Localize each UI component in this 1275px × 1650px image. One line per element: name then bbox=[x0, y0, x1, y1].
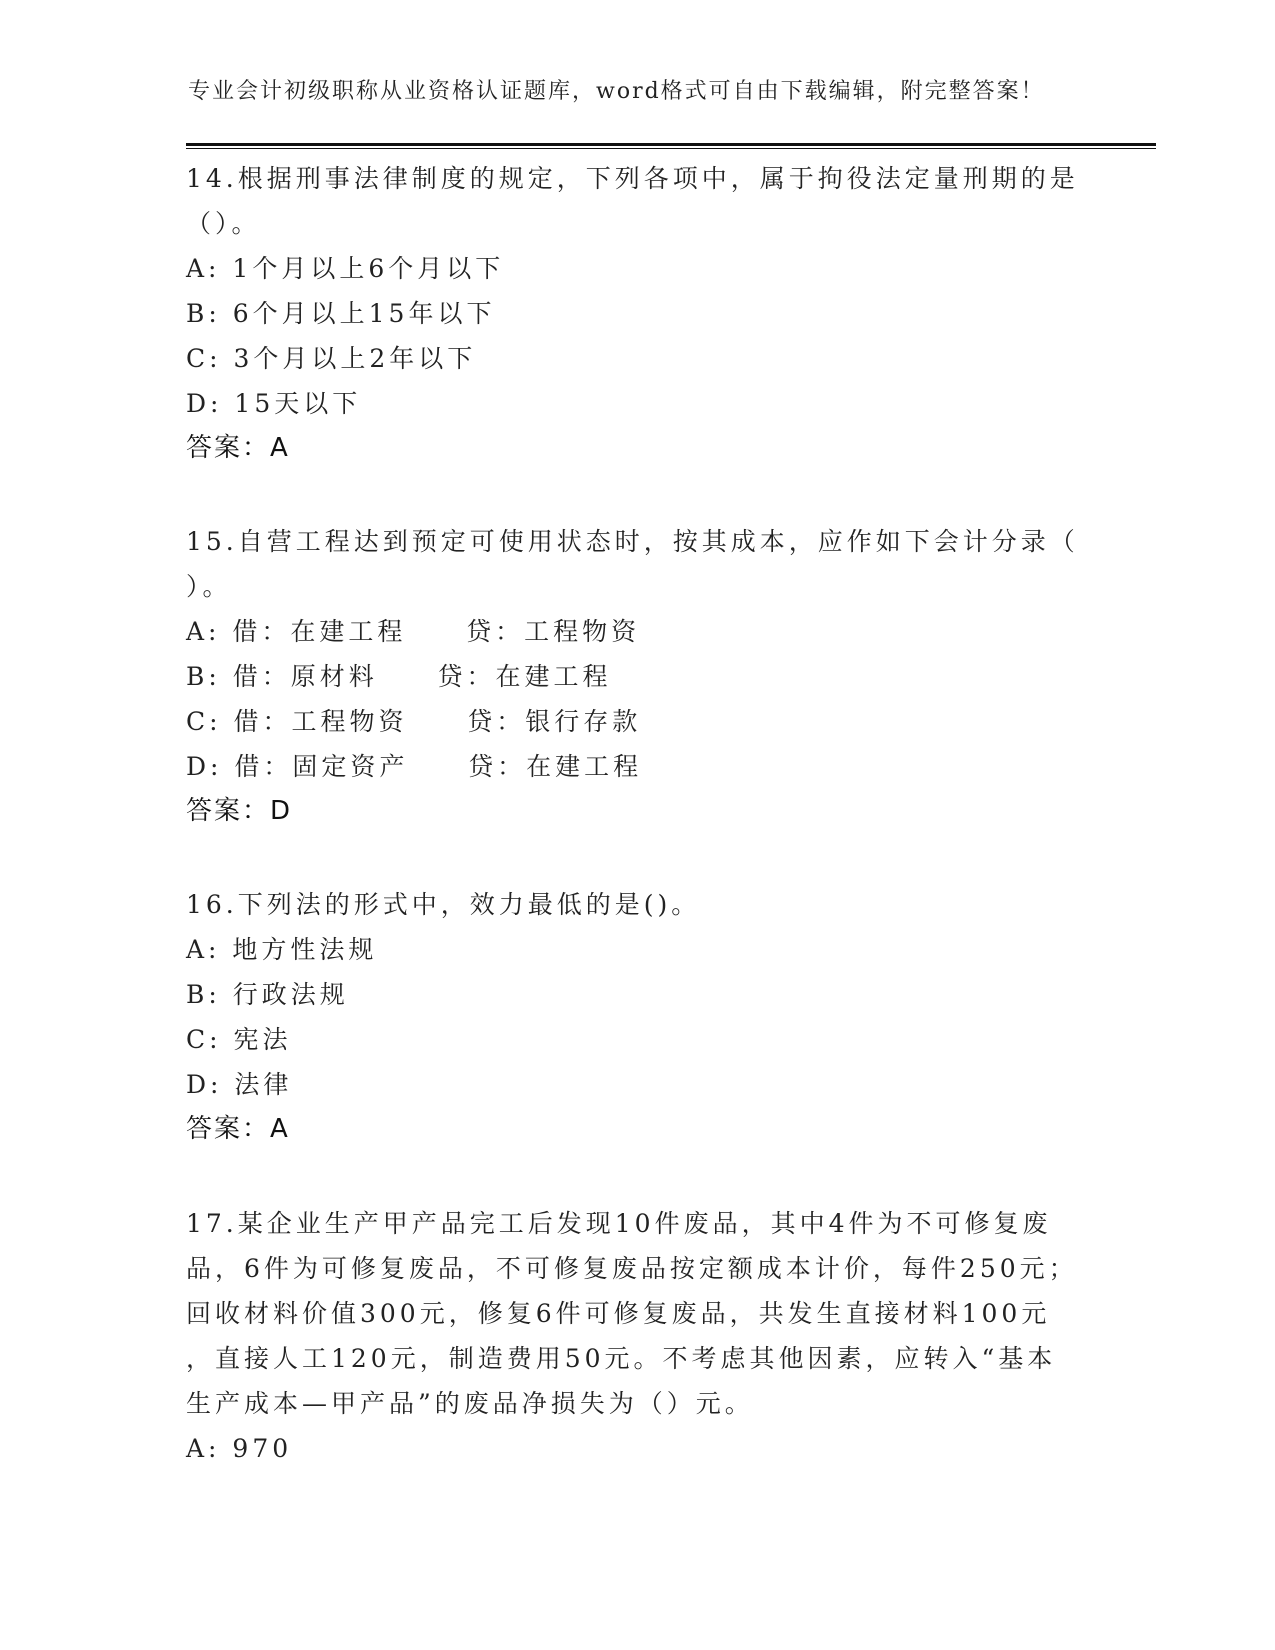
header-divider bbox=[186, 143, 1156, 146]
option-d: D: 15天以下 bbox=[186, 389, 362, 418]
answer-line: 答案：D bbox=[186, 796, 293, 826]
option-a: A: 970 bbox=[186, 1434, 293, 1463]
question-stem: 17.某企业生产甲产品完工后发现10件废品，其中4件为不可修复废 品，6件为可修复废品，不可修复废品按定额成本计价，每件250元； 回收材料价值300元，修复6件可修复废品，共发生直接材料100元 ，直接人工120元，制造费用50元。不考虑其他因素，应转入“基本 生产成本—甲产品”的废品净损失为（）元。 bbox=[186, 1209, 1078, 1418]
option-b: B: 行政法规 bbox=[186, 980, 349, 1009]
question-16 bbox=[186, 882, 1086, 1152]
option-a: A: 借：在建工程 贷：工程物资 bbox=[186, 617, 641, 646]
option-c: C: 宪法 bbox=[186, 1025, 292, 1054]
option-c: C: 借：工程物资 贷：银行存款 bbox=[186, 707, 642, 736]
header-divider-thin bbox=[186, 148, 1156, 149]
question-stem: 15.自营工程达到预定可使用状态时，按其成本，应作如下会计分录（ ）。 bbox=[186, 527, 1079, 601]
option-c: C: 3个月以上2年以下 bbox=[186, 344, 477, 373]
option-a: A: 地方性法规 bbox=[186, 935, 378, 964]
page-header: 专业会计初级职称从业资格认证题库，word格式可自由下载编辑，附完整答案！ bbox=[188, 79, 1045, 104]
answer-line: 答案：A bbox=[186, 1114, 290, 1144]
question-stem: 14.根据刑事法律制度的规定，下列各项中，属于拘役法定量刑期的是 （）。 bbox=[186, 164, 1079, 238]
option-d: D: 法律 bbox=[186, 1070, 293, 1099]
question-stem: 16.下列法的形式中，效力最低的是()。 bbox=[186, 890, 701, 919]
question-15 bbox=[186, 519, 1086, 834]
option-d: D: 借：固定资产 贷：在建工程 bbox=[186, 752, 643, 781]
question-14 bbox=[186, 156, 1086, 471]
question-17 bbox=[186, 1201, 1086, 1471]
answer-line: 答案：A bbox=[186, 433, 290, 463]
option-b: B: 借：原材料 贷：在建工程 bbox=[186, 662, 612, 691]
option-a: A: 1个月以上6个月以下 bbox=[186, 254, 505, 283]
option-b: B: 6个月以上15年以下 bbox=[186, 299, 496, 328]
